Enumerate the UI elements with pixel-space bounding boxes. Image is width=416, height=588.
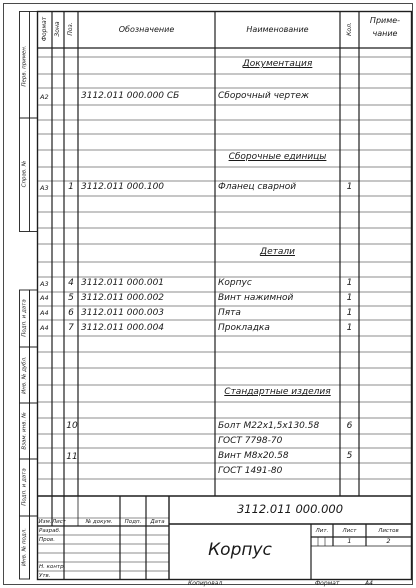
row-designation: 3112.011 000.004 (81, 323, 165, 333)
row-name: Фланец сварной (218, 182, 297, 192)
row-format: А3 (40, 184, 49, 192)
side-label-inv-podl: Инв. № подл. (20, 528, 27, 566)
row-format: А4 (40, 294, 49, 302)
row-name-standard: ГОСТ 1491-80 (218, 466, 283, 476)
row-qty: 1 (346, 182, 353, 192)
row-qty: 1 (346, 293, 353, 303)
side-label-podp-data-1: Подп. и дата (20, 299, 27, 337)
tb-prov: Пров. (39, 536, 55, 543)
row-pos: 7 (68, 323, 74, 333)
document-title: Корпус (208, 540, 272, 560)
section-details: Детали (260, 247, 295, 257)
row-name: Корпус (218, 278, 252, 288)
row-pos: 5 (68, 293, 74, 303)
section-standard-items: Стандартные изделия (224, 387, 331, 397)
section-documentation: Документация (242, 59, 313, 69)
header-designation: Обозначение (118, 25, 175, 34)
tb-data: Дата (150, 518, 165, 525)
tb-sheet-value: 1 (347, 536, 352, 545)
row-format: А2 (40, 93, 49, 101)
tb-doc-no: № докум. (85, 518, 113, 525)
header-name: Наименование (246, 25, 309, 34)
row-designation: 3112.011 000.001 (81, 278, 165, 288)
row-name-standard: ГОСТ 7798-70 (218, 436, 283, 446)
tb-razrab: Разраб. (39, 527, 61, 534)
footer-format-value: А4 (365, 579, 373, 587)
tb-izm: Изм. (38, 518, 52, 525)
header-qty: Кол. (345, 22, 353, 36)
row-pos: 1 (68, 182, 74, 192)
row-designation: 3112.011 000.100 (81, 182, 165, 192)
row-designation: 3112.011 000.002 (81, 293, 165, 303)
row-name: Пята (218, 308, 241, 318)
tb-utv: Утв. (39, 572, 51, 579)
row-name: Винт М8х20.58 (218, 451, 289, 461)
tb-podp: Подп. (124, 518, 142, 525)
row-pos: 10 (66, 421, 78, 431)
footer-copied: Копировал (188, 579, 223, 587)
row-name: Болт М22х1,5х130.58 (218, 421, 320, 431)
document-code: 3112.011 000.000 (236, 502, 344, 516)
row-name: Винт нажимной (218, 293, 294, 303)
tb-n-kontr: Н. контр. (39, 563, 66, 570)
section-assembly-units: Сборочные единицы (228, 152, 327, 162)
row-name: Прокладка (218, 323, 270, 333)
side-label-vzam-inv: Взам. инв. № (20, 412, 27, 450)
row-qty: 6 (346, 421, 353, 431)
side-label-sprav-no: Справ. № (20, 160, 27, 188)
header-note-line1: Приме- (369, 16, 401, 25)
tb-sheets: Листов (378, 528, 399, 534)
side-label-podp-data-2: Подп. и дата (20, 468, 27, 506)
row-name: Сборочный чертеж (218, 91, 310, 101)
row-qty: 1 (346, 323, 353, 333)
footer-format-label: Формат (315, 579, 340, 587)
row-designation: 3112.011 000.003 (81, 308, 165, 318)
side-label-inv-dubl: Инв. № дубл. (20, 356, 27, 394)
row-pos: 11 (66, 452, 78, 462)
row-qty: 5 (346, 451, 353, 461)
header-zone: Зона (54, 21, 61, 37)
row-qty: 1 (346, 308, 353, 318)
row-format: А4 (40, 324, 49, 332)
tb-sheets-value: 2 (386, 536, 391, 545)
tb-lit: Лит. (315, 528, 329, 534)
header-format: Формат (40, 16, 48, 42)
tb-sheet: Лист (342, 528, 357, 534)
row-pos: 6 (68, 308, 74, 318)
header-note-line2: чание (372, 29, 398, 38)
row-pos: 4 (68, 278, 74, 288)
header-pos: Поз. (67, 22, 74, 36)
row-format: А4 (40, 309, 49, 317)
side-label-perv-primen: Перв. примен. (20, 45, 27, 87)
row-format: А3 (40, 280, 49, 288)
row-designation: 3112.011 000.000 СБ (81, 91, 180, 101)
row-qty: 1 (346, 278, 353, 288)
tb-list: Лист (52, 518, 66, 525)
